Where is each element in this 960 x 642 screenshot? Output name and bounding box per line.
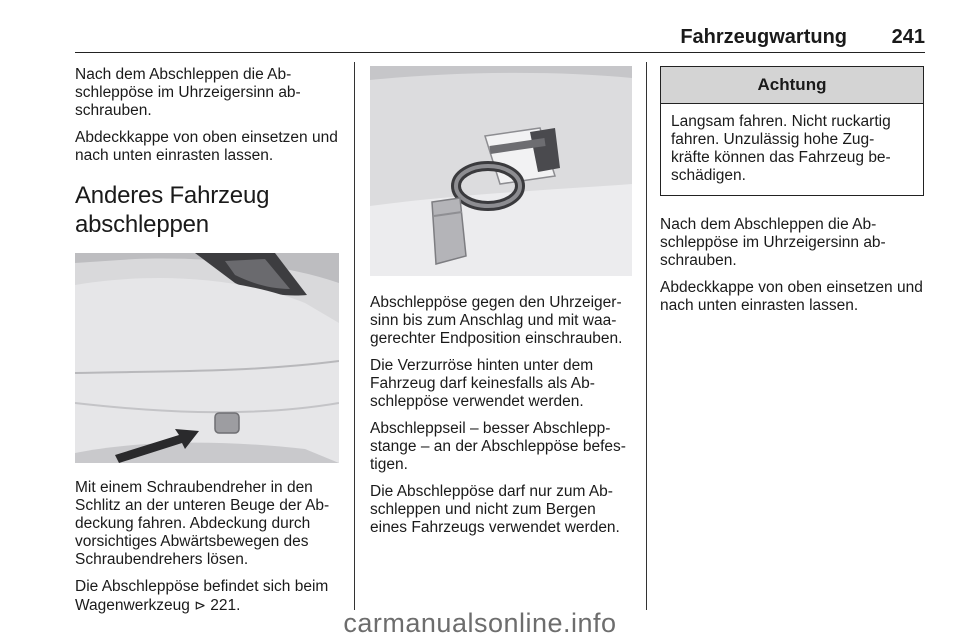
watermark: carmanualsonline.info xyxy=(343,608,617,638)
page-header xyxy=(75,22,925,53)
warning-title: Achtung xyxy=(661,67,923,104)
warning-text: Langsam fahren. Nicht ruckartig fahren. Unzulässig hohe Zug-kräfte können das Fahrzeug be-schädigen. xyxy=(671,113,891,184)
page-reference-number[interactable]: 221. xyxy=(210,597,241,614)
col2-paragraph-4: Die Abschleppöse darf nur zum Ab-schleppen und nicht zum Bergen eines Fahrzeugs verwendet werden. xyxy=(370,483,620,536)
page-number: 241 xyxy=(891,26,925,48)
page-reference-icon[interactable]: ⊳ xyxy=(194,597,206,613)
col2-paragraph-1: Abschleppöse gegen den Uhrzeiger-sinn bis zum Anschlag und mit waa-gerechter Endposition einschrauben. xyxy=(370,294,623,347)
towing-eye-illustration xyxy=(370,66,632,276)
col1-paragraph-1: Nach dem Abschleppen die Ab-schleppöse im Uhrzeigersinn ab-schrauben. xyxy=(75,66,301,119)
col3-paragraph-2: Abdeckkappe von oben einsetzen und nach unten einrasten lassen. xyxy=(660,279,923,314)
warning-box xyxy=(660,66,924,196)
rear-bumper-cover-illustration xyxy=(75,253,339,463)
col1-paragraph-4-text: Die Abschleppöse befindet sich beim Wagenwerkzeug xyxy=(75,578,329,614)
column-divider-2 xyxy=(646,62,647,610)
section-title: Fahrzeugwartung xyxy=(680,26,847,48)
section-heading: Anderes Fahrzeug abschleppen xyxy=(75,182,270,238)
col1-paragraph-2: Abdeckkappe von oben einsetzen und nach unten einrasten lassen. xyxy=(75,129,338,164)
column-divider-1 xyxy=(354,62,355,610)
col2-paragraph-2: Die Verzurröse hinten unter dem Fahrzeug darf keinesfalls als Ab-schleppöse verwendet werden. xyxy=(370,357,595,410)
column-3 xyxy=(660,66,925,324)
col1-paragraph-3: Mit einem Schraubendreher in den Schlitz an der unteren Beuge der Ab-deckung fahren. Abdeckung durch vorsichtiges Abwärtsbewegen des Schraubendrehers lösen. xyxy=(75,479,330,568)
column-1 xyxy=(75,66,345,624)
column-2 xyxy=(370,66,632,546)
col2-paragraph-3: Abschleppseil – besser Abschlepp-stange – an der Abschleppöse befes-tigen. xyxy=(370,420,626,473)
col3-paragraph-1: Nach dem Abschleppen die Ab-schleppöse im Uhrzeigersinn ab-schrauben. xyxy=(660,216,886,269)
